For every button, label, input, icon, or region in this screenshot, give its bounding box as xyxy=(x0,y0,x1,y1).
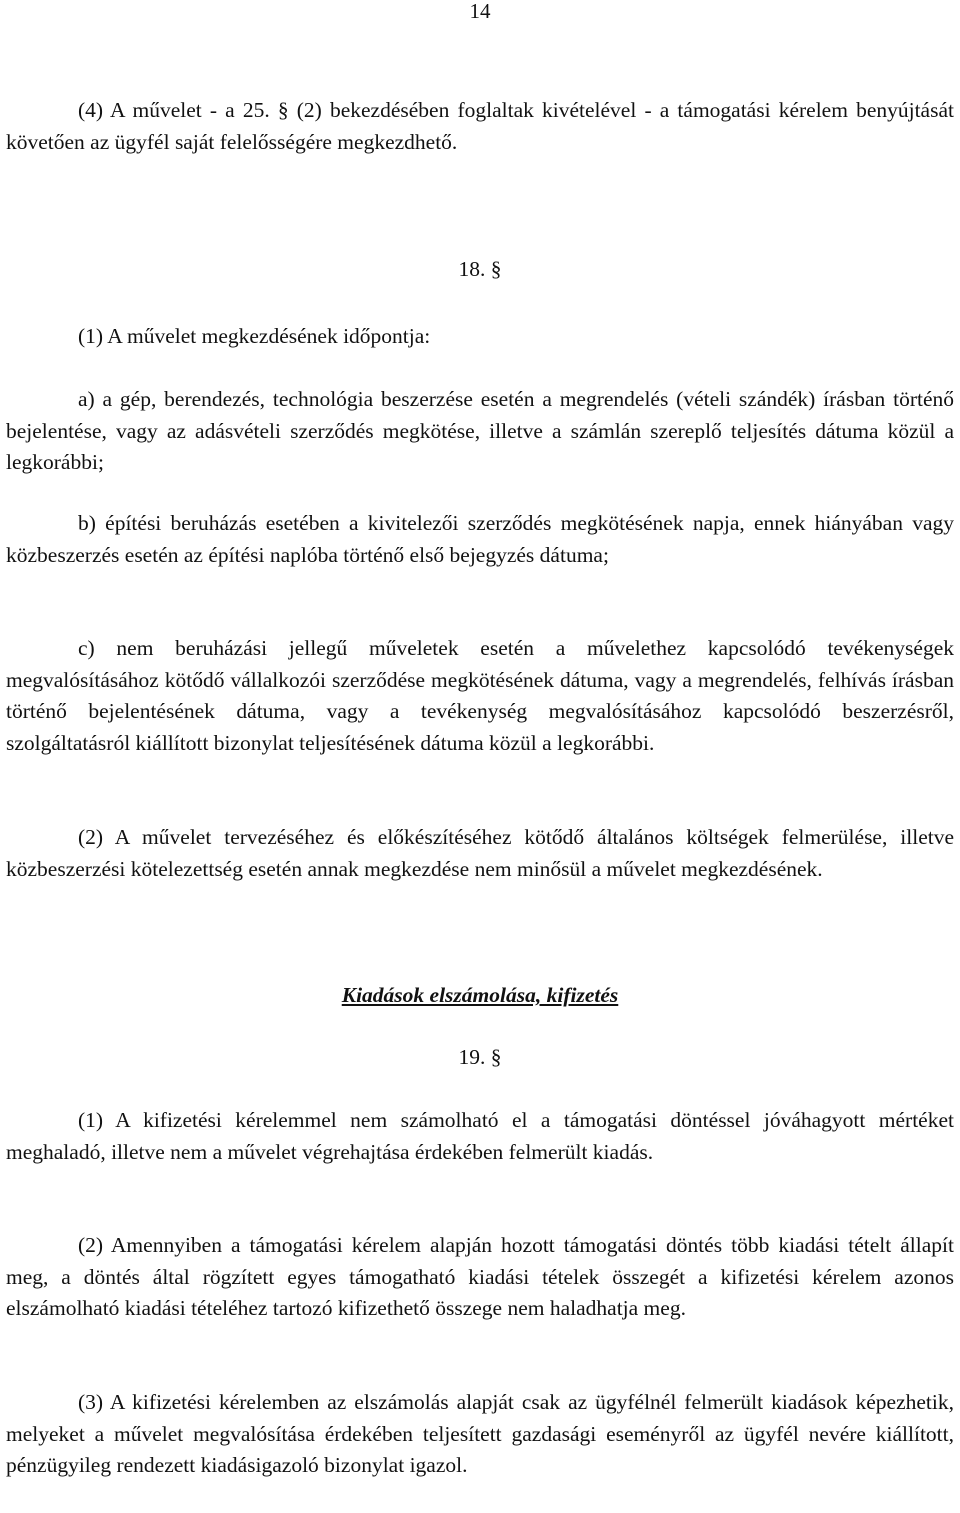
page-number: 14 xyxy=(469,0,491,23)
paragraph-4: (4) A művelet - a 25. § (2) bekezdésében foglaltak kivételével - a támogatási kérelem benyújtását követően az ügyfél saját felelősségére megkezdhető. xyxy=(6,98,954,154)
paragraph-18-c: c) nem beruházási jellegű műveletek esetén a művelethez kapcsolódó tevékenységek megvalósításához kötődő vállalkozói szerződése megkötésének dátuma, vagy a megrendelés, felhívás írásban történő bejelentésének dátuma, vagy a tevékenység megvalósításához kapcsolódó beszerzésről, szolgáltatásról kiállított bizonylat teljesítésének dátuma közül a legkorábbi. xyxy=(6,636,954,755)
paragraph-19-2: (2) Amennyiben a támogatási kérelem alapján hozott támogatási döntés több kiadási tételt állapít meg, a döntés által rögzített egyes támogatható kiadási tételek összegét a kifizetési kérelem azonos elszámolható kiadási tételéhez tartozó kifizethető összege nem haladhatja meg. xyxy=(6,1233,954,1320)
paragraph-18-b: b) építési beruházás esetében a kivitelezői szerződés megkötésének napja, ennek hiányában vagy közbeszerzés esetén az építési naplóba történő első bejegyzés dátuma; xyxy=(6,511,954,567)
chapter-heading: Kiadások elszámolása, kifizetés xyxy=(341,983,619,1007)
paragraph-18-2: (2) A művelet tervezéséhez és előkészítéséhez kötődő általános költségek felmerülése, illetve közbeszerzési kötelezettség esetén annak megkezdése nem minősül a művelet megkezdésének. xyxy=(6,825,954,881)
paragraph-18-1: (1) A művelet megkezdésének időpontja: xyxy=(78,324,431,348)
paragraph-19-3: (3) A kifizetési kérelemben az elszámolás alapját csak az ügyfélnél felmerült kiadások képezhetik, melyeket a művelet megvalósítása érdekében teljesített gazdasági eseményről az ügyfél nevére kiállított, pénzügyileg rendezett kiadásigazoló bizonylat igazol. xyxy=(6,1390,954,1477)
paragraph-18-a: a) a gép, berendezés, technológia beszerzése esetén a megrendelés (vételi szándék) írásban történő bejelentése, vagy az adásvételi szerződés megkötése, illetve a számlán szereplő teljesítés dátuma közül a legkorábbi; xyxy=(6,387,954,474)
section-18-heading: 18. § xyxy=(458,257,502,281)
paragraph-19-1: (1) A kifizetési kérelemmel nem számolható el a támogatási döntéssel jóváhagyott mértéket meghaladó, illetve nem a művelet végrehajtása érdekében felmerült kiadás. xyxy=(6,1108,954,1164)
section-19-heading: 19. § xyxy=(458,1045,502,1069)
